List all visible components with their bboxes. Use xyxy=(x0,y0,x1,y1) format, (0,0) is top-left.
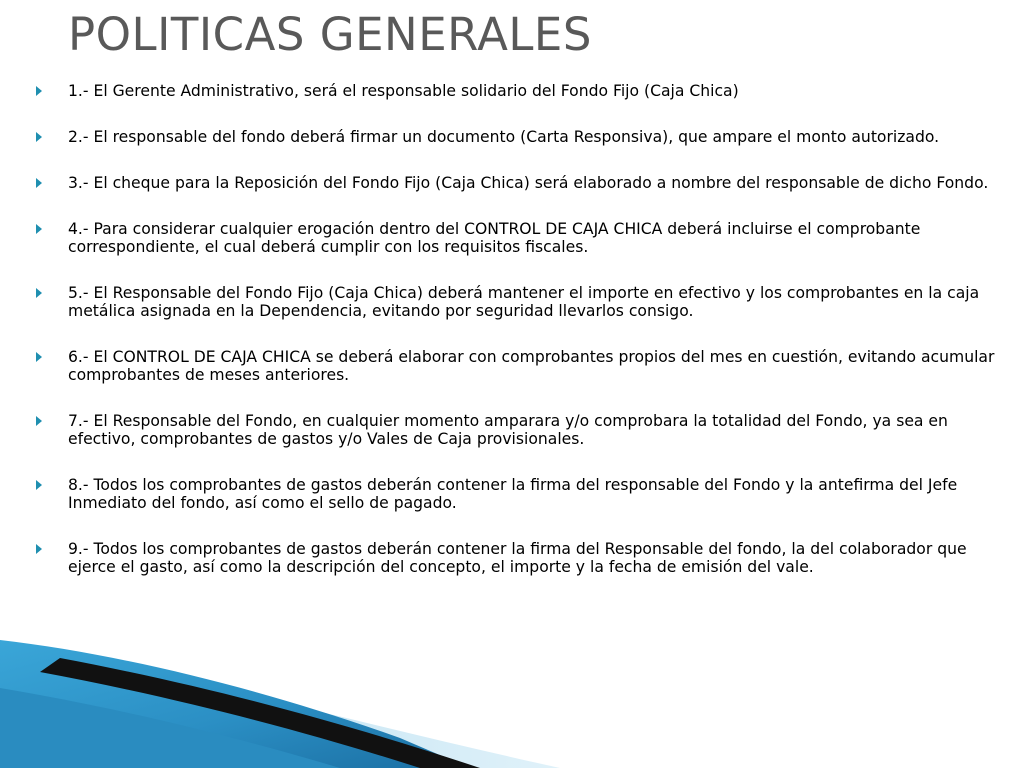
bullet-arrow-icon xyxy=(36,480,42,490)
bullet-text: 3.- El cheque para la Reposición del Fondo Fijo (Caja Chica) será elaborado a nombre del responsable de dicho Fondo. xyxy=(68,174,989,192)
bullet-text: 1.- El Gerente Administrativo, será el responsable solidario del Fondo Fijo (Caja Chica) xyxy=(68,82,739,100)
bullet-text: 4.- Para considerar cualquier erogación dentro del CONTROL DE CAJA CHICA deberá incluirse el comprobante correspondiente, el cual deberá cumplir con los requisitos fiscales. xyxy=(68,220,921,256)
bullet-text: 5.- El Responsable del Fondo Fijo (Caja Chica) deberá mantener el importe en efectivo y los comprobantes en la caja metálica asignada en la Dependencia, evitando por seguridad llevarlos consigo. xyxy=(68,284,980,320)
bullet-arrow-icon xyxy=(36,132,42,142)
bullet-arrow-icon xyxy=(36,178,42,188)
bullet-item xyxy=(36,128,996,146)
bullet-arrow-icon xyxy=(36,544,42,554)
bullet-item xyxy=(36,348,996,384)
bullet-arrow-icon xyxy=(36,416,42,426)
bullet-text: 2.- El responsable del fondo deberá firmar un documento (Carta Responsiva), que ampare el monto autorizado. xyxy=(68,128,940,146)
bullet-arrow-icon xyxy=(36,352,42,362)
bullet-item xyxy=(36,476,996,512)
bullet-item xyxy=(36,174,996,192)
slide-title: POLITICAS GENERALES xyxy=(68,8,592,61)
bullet-text: 8.- Todos los comprobantes de gastos deberán contener la firma del responsable del Fondo y la antefirma del Jefe Inmediato del fondo, así como el sello de pagado. xyxy=(68,476,958,512)
bullet-item xyxy=(36,82,996,100)
bullet-text: 9.- Todos los comprobantes de gastos deberán contener la firma del Responsable del fondo, la del colaborador que ejerce el gasto, así como la descripción del concepto, el importe y la fecha de emisión del vale. xyxy=(68,540,967,576)
bullet-item xyxy=(36,412,996,448)
bullet-text: 6.- El CONTROL DE CAJA CHICA se deberá elaborar con comprobantes propios del mes en cuestión, evitando acumular comprobantes de meses anteriores. xyxy=(68,348,995,384)
bullet-item xyxy=(36,540,996,576)
bullet-item xyxy=(36,220,996,256)
bullet-list xyxy=(36,82,996,604)
bullet-arrow-icon xyxy=(36,288,42,298)
bullet-item xyxy=(36,284,996,320)
bullet-arrow-icon xyxy=(36,86,42,96)
bullet-arrow-icon xyxy=(36,224,42,234)
corner-swoosh-decoration xyxy=(0,628,1024,768)
bullet-text: 7.- El Responsable del Fondo, en cualquier momento amparara y/o comprobara la totalidad del Fondo, ya sea en efectivo, comprobantes de gastos y/o Vales de Caja provisionales. xyxy=(68,412,948,448)
